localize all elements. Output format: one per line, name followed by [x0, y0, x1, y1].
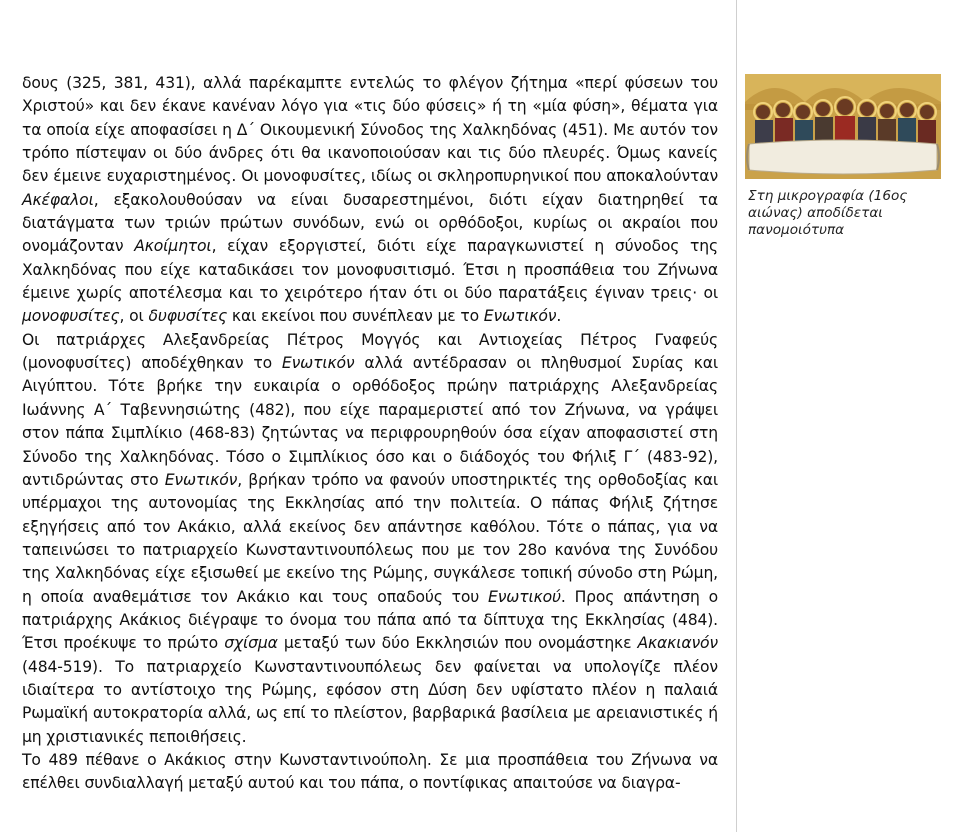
text-run: μεταξύ των δύο Εκκλησιών που ονομάστηκε [277, 634, 638, 653]
paragraph [22, 72, 718, 329]
column-divider [736, 0, 737, 832]
text-run: . Προς απάντηση ο πατριάρχης Ακάκιος διέγραψε το όνομα του πάπα από τα δίπτυχα της Εκκλησίας (484). Έτσι προέκυψε το πρώτο [22, 587, 718, 653]
italic-term: Ακέφαλοι [22, 190, 94, 209]
italic-term: Ακοίμητοι [134, 237, 212, 256]
text-run: , οι [119, 307, 149, 326]
italic-term: μονοφυσίτες [22, 307, 120, 326]
text-run: . [556, 307, 562, 326]
text-run: Το 489 πέθανε ο Ακάκιος στην Κωνσταντινούπολη. Σε μια προσπάθεια του Ζήνωνα να επέλθει συνδιαλλαγή μεταξύ αυτού και του πάπα, ο ποντίφικας απαιτούσε να διαγρα- [22, 750, 718, 793]
italic-term: Ενωτικόν [164, 470, 238, 489]
italic-term: Ακακιανόν [637, 634, 718, 653]
text-run: (484-519). Το πατριαρχείο Κωνσταντινουπόλεως δεν φαίνεται να υπολογίζε πλέον ιδιαίτερα το αντίστοιχο της Ρώμης, εφόσον στη Δύση δεν υφίστατο πλέον η παλαιά Ρωμαϊκή αυτοκρατορία αλλά, ως επί το πλείστον, βαρβαρικά βασίλεια με αρειανιστικές ή μη χριστιανικές πεποιθήσεις. [22, 657, 718, 746]
text-run: δους (325, 381, 431), αλλά παρέκαμπτε εντελώς το φλέγον ζήτημα «περί φύσεων του Χριστού» και δεν έκανε κανέναν λόγο για «τις δύο φύσεις» ή τη «μία φύση», θέματα για τα οποία είχε αποφασίσει η Δ΄ Οικουμενική Σύνοδος της Χαλκηδόνας (451). Με αυτόν τον τρόπο πίστεψαν οι δύο άνδρες ότι θα ικανοποιούσαν και τις δύο πλευρές. Όμως κανείς δεν έμεινε ευχαριστημένος. Οι μονοφυσίτες, ιδίως οι σκληροπυρηνικοί που αποκαλούνταν [22, 74, 718, 186]
paragraph [22, 329, 718, 749]
italic-term: σχίσμα [224, 634, 278, 653]
figure-caption: Στη μικρογραφία (16ος αιώνας) αποδίδεται πανομοιότυπα [748, 188, 908, 238]
text-run: , εξακολουθούσαν να είναι δυσαρεστημένοι, διότι είχαν διατηρηθεί τα διατάγματα των τριών πρώτων συνόδων, ενώ οι ορθόδοξοι, κυρίως οι ακραίοι που ονομάζονταν [22, 190, 718, 256]
text-run: και εκείνοι που συνέπλεαν με το [227, 307, 484, 326]
italic-term: Ενωτικόν [281, 354, 355, 373]
text-run: , είχαν εξοργιστεί, διότι είχε παραγκωνιστεί η σύνοδος της Χαλκηδόνας που είχε καταδικάσει τον μονοφυσιτισμό. Έτσι η προσπάθεια του Ζήνωνα έμεινε χωρίς αποτέλεσμα και το χειρότερο ήταν ότι οι δύο παρατάξεις έγιναν τρεις· οι [22, 237, 718, 303]
paragraph [22, 749, 718, 796]
text-run: , βρήκαν τρόπο να φανούν υποστηρικτές της ορθοδοξίας και υπέρμαχοι της αυτονομίας της Εκκλησίας από την πολιτεία. Ο πάπας Φήλιξ ζήτησε εξηγήσεις από τον Ακάκιο, αλλά εκείνος δεν απάντησε καθόλου. Τότε ο πάπας, για να ταπεινώσει το πατριαρχείο Κωνσταντινουπόλεως που με τον 28ο κανόνα της Συνόδου της Χαλκηδόνας είχε εξισωθεί με εκείνο της Ρώμης, συγκάλεσε τοπική σύνοδο στη Ρώμη, η οποία αναθεμάτισε τον Ακάκιο και τους οπαδούς του [22, 470, 718, 606]
miniature-painting-image [745, 74, 941, 179]
text-run: αλλά αντέδρασαν οι πληθυσμοί Συρίας και Αιγύπτου. Τότε βρήκε την ευκαιρία ο ορθόδοξος πρώην πατριάρχης Αλεξανδρείας Ιωάννης Α΄ Ταβεννησιώτης (482), που είχε παραμεριστεί από τον Ζήνωνα, να γράψει στον πάπα Σιμπλίκιο (468-83) ζητώντας να περιφρουρηθούν όσα είχαν αποφασιστεί στη Σύνοδο της Χαλκηδόνας. Τόσο ο Σιμπλίκιος όσο και ο διάδοχός του Φήλιξ Γ΄ (483-92), αντιδρώντας στο [22, 354, 718, 489]
italic-term: Ενωτικόν [483, 307, 557, 326]
italic-term: Ενωτικού [488, 587, 561, 606]
italic-term: δυφυσίτες [148, 307, 228, 326]
main-text-column [22, 72, 718, 796]
text-run: Οι πατριάρχες Αλεξανδρείας Πέτρος Μογγός και Αντιοχείας Πέτρος Γναφεύς (μονοφυσίτες) αποδέχθηκαν το [22, 330, 718, 373]
